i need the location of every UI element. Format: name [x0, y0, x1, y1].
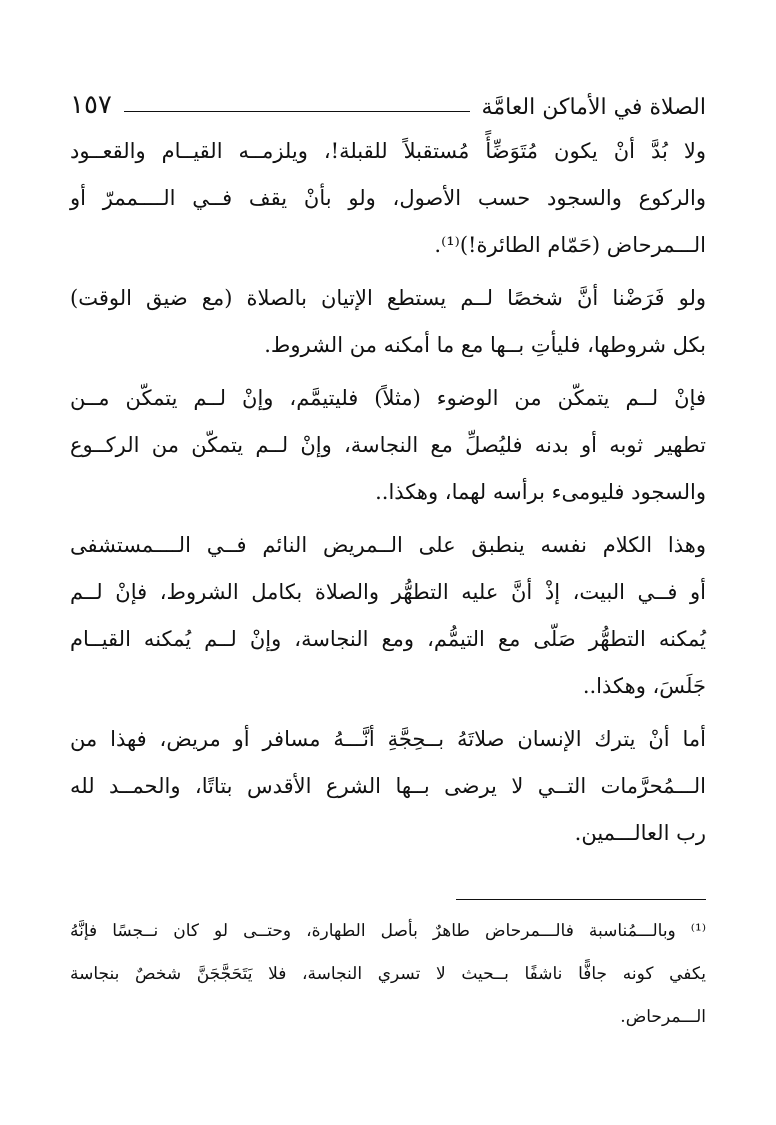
text-line: بكل شروطها، فليأتِ بــها مع ما أمكنه من الشروط.: [264, 333, 706, 357]
footnote-line: الـــمرحاض.: [620, 1007, 706, 1027]
text-line: تطهير ثوبه أو بدنه فليُصلِّ مع النجاسة، وإنْ لــم يتمكّن من الركــوع: [70, 433, 706, 457]
text-line: والسجود فليومىء برأسه لهما، وهكذا..: [375, 480, 706, 504]
book-page: [70, 0, 706, 1125]
text-line: فإنْ لــم يتمكّن من الوضوء (مثلاً) فليتيمَّم، وإنْ لــم يتمكّن مــن: [70, 386, 706, 410]
text-line: ولو فَرَضْنا أنَّ شخصًا لــم يستطع الإتيان بالصلاة (مع ضيق الوقت): [70, 286, 706, 310]
text-line: رب العالـــمين.: [574, 821, 706, 845]
text-line: أو فــي البيت، إذْ أنَّ عليه التطهُّر والصلاة بكامل الشروط، فإنْ لــم: [70, 580, 706, 604]
text-line: وهذا الكلام نفسه ينطبق على الــمريض النائم فــي الــــمستشفى: [70, 533, 706, 557]
header-rule: [124, 111, 470, 112]
footnote: [70, 910, 706, 1039]
paragraph-4: [70, 522, 706, 710]
text-line: الـــمُحرَّمات التــي لا يرضى بــها الشرع الأقدس بتاتًا، والحمــد لله: [70, 774, 706, 798]
footnote-separator: [456, 899, 706, 900]
paragraph-2: [70, 275, 706, 369]
paragraph-1: [70, 128, 706, 269]
text-line: والركوع والسجود حسب الأصول، ولو بأنْ يقف فــي الــــممرّ أو: [70, 186, 706, 210]
text-line: الـــمرحاض (حَمّام الطائرة!)⁽¹⁾.: [434, 233, 706, 257]
footnote-line: ⁽¹⁾ وبالـــمُناسبة فالـــمرحاض طاهرٌ بأصل الطهارة، وحتــى لو كان نــجسًا فإنَّهُ: [70, 921, 706, 941]
text-line: أما أنْ يترك الإنسان صلاتَهُ بــحِجَّةِ أنَّـــهُ مسافر أو مريض، فهذا من: [70, 727, 706, 751]
page-number: ١٥٧: [70, 90, 112, 120]
text-line: جَلَسَ، وهكذا..: [582, 674, 706, 698]
text-line: يُمكنه التطهُّر صَلّى مع التيمُّم، ومع النجاسة، وإنْ لــم يُمكنه القيــام: [70, 627, 706, 651]
paragraph-3: [70, 375, 706, 516]
footnote-line: يكفي كونه جافًّا ناشفًا بــحيث لا تسري النجاسة، فلا يَتَحَجَّجَنَّ شخصٌ بنجاسة: [70, 964, 706, 984]
paragraph-5: [70, 716, 706, 857]
text-line: ولا بُدَّ أنْ يكون مُتَوَضِّأً مُستقبلاً للقبلة!، ويلزمــه القيــام والقعــود: [70, 139, 706, 163]
running-header: [70, 86, 706, 120]
body-text: [70, 128, 706, 857]
header-title: الصلاة في الأماكن العامَّة: [481, 95, 706, 120]
